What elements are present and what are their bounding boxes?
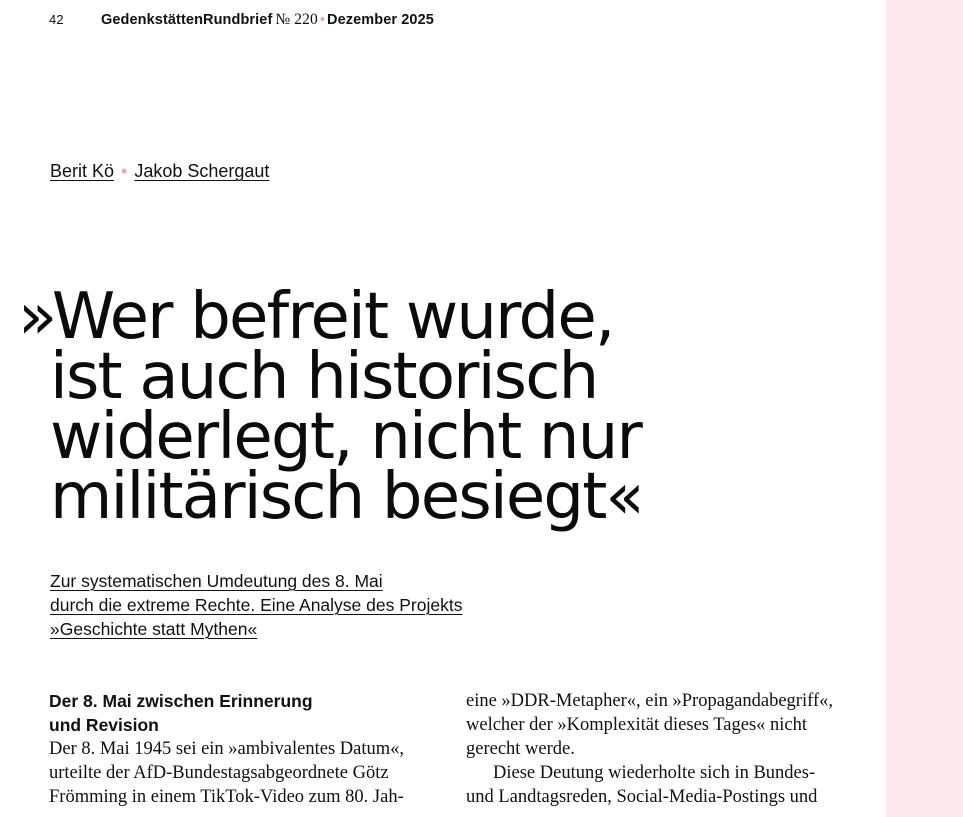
title-line: widerlegt, nicht nur (50, 400, 641, 474)
body-line: welcher der »Komplexität dieses Tages« nicht (466, 715, 808, 735)
body-paragraph (466, 689, 860, 761)
title-line: »Wer befreit wurde, (18, 280, 614, 354)
text-column-right (466, 689, 860, 809)
issue-number: № 220 (275, 11, 318, 28)
body-line: gerecht werde. (466, 739, 575, 759)
publication-name: GedenkstättenRundbrief (101, 12, 273, 28)
article-subtitle[interactable] (50, 569, 550, 641)
body-line: und Landtagsreden, Social-Media-Postings und (466, 787, 818, 807)
running-head (49, 11, 434, 29)
author-link-2[interactable]: Jakob Schergaut (134, 161, 270, 181)
author-line (50, 161, 269, 182)
body-line: urteilte der AfD-Bundestagsabgeordnete Götz (49, 763, 389, 783)
issue-date: Dezember 2025 (327, 12, 434, 28)
body-paragraph (49, 737, 444, 809)
margin-strip (886, 0, 963, 817)
body-line: Diese Deutung wiederholte sich in Bundes- (493, 763, 816, 783)
body-paragraph (466, 761, 860, 809)
author-link-1[interactable]: Berit Kö (50, 161, 115, 181)
separator-dot: • (319, 12, 325, 28)
article-title (18, 280, 878, 534)
text-column-left (49, 689, 444, 809)
subtitle-line[interactable]: Zur systematischen Umdeutung des 8. Mai (50, 571, 383, 591)
heading-line: und Revision (49, 715, 159, 735)
subtitle-line[interactable]: »Geschichte statt Mythen« (50, 619, 258, 639)
title-line: ist auch historisch (50, 340, 598, 414)
heading-line: Der 8. Mai zwischen Erinnerung (49, 691, 313, 711)
page-number: 42 (49, 12, 64, 27)
subtitle-line[interactable]: durch die extreme Rechte. Eine Analyse des Projekts (50, 595, 463, 615)
title-line: militärisch besiegt« (50, 460, 643, 534)
body-line: Der 8. Mai 1945 sei ein »ambivalentes Datum«, (49, 739, 405, 759)
separator-dot: • (116, 161, 133, 181)
section-heading (49, 689, 444, 737)
body-line: Frömming in einem TikTok-Video zum 80. Jah- (49, 787, 404, 807)
body-line: eine »DDR-Metapher«, ein »Propagandabegriff«, (466, 691, 833, 711)
